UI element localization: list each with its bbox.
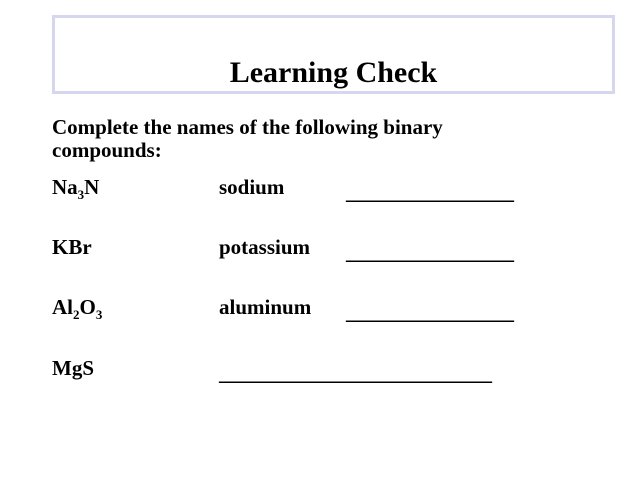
formula-part: MgS	[52, 356, 94, 380]
formula-kbr	[52, 235, 92, 259]
formula-subscript: 2	[73, 307, 80, 322]
formula-part: Al	[52, 295, 73, 319]
formula-part: Na	[52, 175, 78, 199]
answer-blank-2[interactable]: ________________	[346, 240, 514, 264]
formula-part: O	[79, 295, 96, 319]
answer-blank-3[interactable]: ________________	[346, 300, 514, 324]
formula-subscript: 3	[95, 307, 103, 322]
name-prefix-potassium: potassium	[219, 235, 311, 259]
slide-title: Learning Check	[229, 56, 438, 89]
formula-part: KBr	[52, 235, 92, 259]
instructions-text: Complete the names of the following binary compounds:	[52, 115, 443, 162]
formula-subscript: 3	[77, 187, 85, 202]
title-box	[52, 15, 615, 94]
formula-part: N	[84, 175, 100, 199]
formula-al2o3	[52, 295, 103, 322]
answer-blank-4[interactable]: __________________________	[219, 361, 492, 385]
formula-mgs	[52, 356, 94, 380]
name-prefix-aluminum: aluminum	[219, 295, 312, 319]
name-prefix-sodium: sodium	[219, 175, 285, 199]
formula-na3n	[52, 175, 100, 202]
answer-blank-1[interactable]: ________________	[346, 180, 514, 204]
